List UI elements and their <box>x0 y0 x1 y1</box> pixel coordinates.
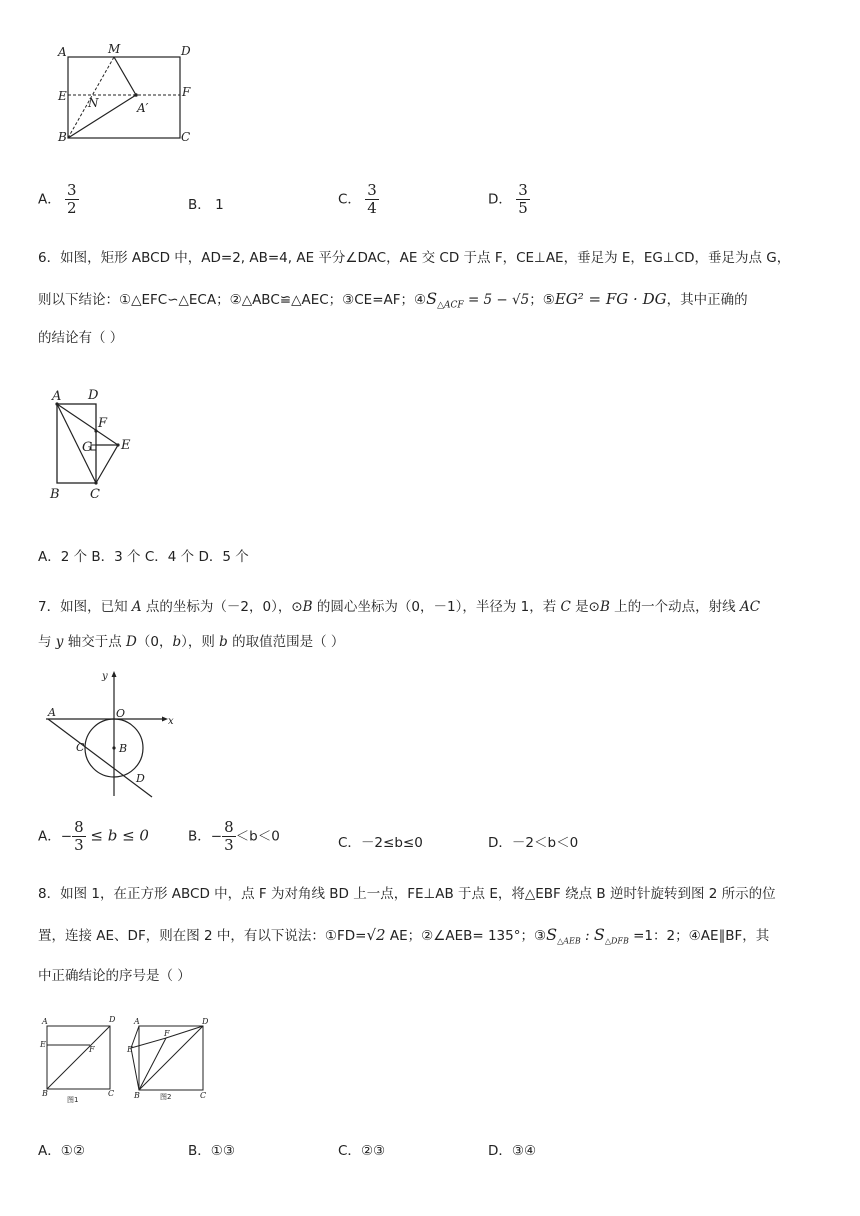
q8-figure-2 <box>128 1012 218 1104</box>
q5-label-M: M <box>108 42 121 56</box>
q8-text: 置，连接 AE、DF，则在图 2 中，有以下说法：①FD= <box>38 928 367 944</box>
q6-label-D: D <box>88 388 99 403</box>
q6-label-F: F <box>98 416 108 431</box>
q8-option-a <box>38 1139 85 1159</box>
q8-fig2-label-B: B <box>134 1091 140 1100</box>
option-letter: D． <box>488 191 512 208</box>
q8-fig2-label-A: A <box>134 1017 140 1026</box>
option-letter: B． <box>188 197 211 213</box>
q5-option-c <box>338 182 379 217</box>
q7-text: 7．如图，已知 <box>38 599 132 615</box>
q5-label-D: D <box>181 44 191 58</box>
q6-label-E: E <box>121 438 131 453</box>
q8-fig1-label-B: B <box>42 1089 48 1098</box>
q8-fig2-label-C: C <box>200 1091 207 1100</box>
q5-label-A-prime: A′ <box>137 101 149 115</box>
q6-text: ；⑤ <box>529 292 555 308</box>
fraction <box>72 819 86 854</box>
option-letter: C． <box>338 1143 361 1159</box>
q7-var: D <box>126 634 137 650</box>
q7-label-A: A <box>48 706 56 719</box>
q7-label-O: O <box>116 707 126 720</box>
q8-fig2-label-F: F <box>164 1029 170 1038</box>
option-text: ①③ <box>210 1143 235 1159</box>
q6-label-G: G <box>82 440 93 455</box>
q8-fig1-label-C: C <box>108 1089 115 1098</box>
option-text: ③④ <box>511 1143 537 1159</box>
option-text: ②③ <box>360 1143 386 1159</box>
minus-sign: − <box>60 828 73 845</box>
option-letter: D． <box>488 835 512 851</box>
q7-text: 轴交于点 <box>63 634 127 650</box>
q7-var: B <box>599 599 610 615</box>
q7-label-C: C <box>76 741 85 754</box>
q7-text: 是⊙ <box>570 599 600 615</box>
q5-label-F: F <box>182 85 191 99</box>
denominator: 2 <box>67 199 77 217</box>
q8-line-1: 8．如图 1，在正方形 ABCD 中，点 F 为对角线 BD 上一点，FE⊥AB 于点 E，将△EBF 绕点 B 逆时针旋转到图 2 所示的位 <box>38 886 776 902</box>
denominator: 4 <box>367 199 377 217</box>
option-text: ≤ b ≤ 0 <box>85 826 149 845</box>
option-text: －2≤b≤0 <box>360 835 423 851</box>
area-value: = 5 − √5 <box>463 292 530 308</box>
numerator: 8 <box>224 818 234 836</box>
ratio-colon: : <box>580 928 594 944</box>
q8-fig2-label-D: D <box>202 1017 209 1026</box>
q6-figure <box>40 383 150 503</box>
q8-option-b <box>188 1139 235 1159</box>
area-symbol: S <box>546 925 558 944</box>
q8-fig1-label-A: A <box>42 1017 48 1026</box>
q8-figure-1 <box>38 1012 118 1104</box>
fraction <box>365 182 379 217</box>
q8-line-2 <box>38 924 769 946</box>
q7-var: b <box>219 634 228 650</box>
q8-fig1-caption: 图1 <box>67 1096 79 1104</box>
q5-option-d <box>488 182 530 217</box>
q8-option-c <box>338 1139 385 1159</box>
q5-option-a <box>38 182 79 217</box>
q7-text: 点的坐标为（－2，0），⊙ <box>141 599 303 615</box>
q7-var: b <box>172 634 182 650</box>
option-letter: D． <box>488 1143 512 1159</box>
fraction <box>65 182 79 217</box>
q8-fig1-label-E: E <box>40 1040 46 1049</box>
q8-fig1-label-D: D <box>109 1015 116 1024</box>
area-subscript: △ACF <box>437 300 464 311</box>
numerator: 8 <box>74 818 84 836</box>
sqrt-two: √2 <box>366 926 386 944</box>
option-letter: B． <box>188 1143 211 1159</box>
q5-figure <box>50 40 210 150</box>
option-letter: A． <box>38 828 61 845</box>
q7-label-x: x <box>168 716 174 727</box>
option-text: 1 <box>215 197 224 213</box>
q7-text: ），则 <box>181 634 220 650</box>
q8-line-3: 中正确结论的序号是（ ） <box>38 968 191 984</box>
q7-label-D: D <box>136 772 145 785</box>
q7-option-d <box>488 831 578 851</box>
numerator: 3 <box>67 181 77 199</box>
denominator: 3 <box>74 836 84 854</box>
q6-label-C: C <box>90 487 100 502</box>
q5-label-A: A <box>58 45 67 59</box>
q6-text: 则以下结论：①△EFC∽△ECA；②△ABC≌△AEC；③CE=AF；④ <box>38 292 427 308</box>
q7-text: （0， <box>136 634 173 650</box>
q8-text: =1：2；④AE∥BF，其 <box>628 928 770 944</box>
q7-option-a <box>38 819 149 854</box>
minus-sign: − <box>210 828 223 845</box>
option-letter: C． <box>338 835 361 851</box>
q7-var: y <box>55 634 64 650</box>
q5-label-B: B <box>58 130 67 144</box>
q8-fig2-label-E: E <box>127 1045 133 1054</box>
fraction <box>222 819 236 854</box>
option-text: ＜b＜0 <box>235 828 280 845</box>
q7-option-b <box>188 819 280 854</box>
q7-text: 与 <box>38 634 56 650</box>
option-letter: B． <box>188 828 211 845</box>
eg-formula: EG² = FG · DG <box>554 290 667 308</box>
q7-text: 的取值范围是（ ） <box>227 634 345 650</box>
denominator: 5 <box>518 199 528 217</box>
q7-figure <box>40 668 180 803</box>
q7-var: B <box>302 599 313 615</box>
q8-fig2-caption: 图2 <box>160 1093 172 1101</box>
q7-text: 的圆心坐标为（0，－1），半径为 1，若 <box>312 599 561 615</box>
q6-line-2 <box>38 288 748 311</box>
q7-var: A <box>131 599 142 615</box>
option-text: ①② <box>60 1143 85 1159</box>
q7-line-1 <box>38 595 760 615</box>
q7-option-c <box>338 831 423 851</box>
numerator: 3 <box>367 181 377 199</box>
q7-line-2 <box>38 630 344 650</box>
q6-label-B: B <box>50 487 60 502</box>
q7-label-y: y <box>102 671 108 682</box>
area-symbol: S <box>593 925 605 944</box>
q6-label-A: A <box>52 389 62 404</box>
denominator: 3 <box>224 836 234 854</box>
option-letter: A． <box>38 191 61 208</box>
q8-option-d <box>488 1139 536 1159</box>
q5-label-N: N <box>88 96 99 110</box>
q8-text: AE；②∠AEB= 135°；③ <box>385 928 547 944</box>
option-letter: C． <box>338 191 361 208</box>
q8-fig1-label-F: F <box>89 1045 95 1054</box>
q7-var: AC <box>739 599 761 615</box>
option-text: －2＜b＜0 <box>511 835 579 851</box>
area-symbol: S <box>426 289 438 308</box>
option-letter: A． <box>38 1143 61 1159</box>
q5-option-b <box>188 193 224 213</box>
q6-line-1: 6．如图，矩形 ABCD 中，AD=2, AB=4, AE 平分∠DAC，AE 交 CD 于点 F，CE⊥AE，垂足为 E，EG⊥CD，垂足为点 G， <box>38 250 791 266</box>
fraction <box>516 182 530 217</box>
q6-options: A．2 个 B．3 个 C．4 个 D．5 个 <box>38 549 249 565</box>
q7-label-B: B <box>119 742 128 755</box>
q5-label-E: E <box>58 89 67 103</box>
q7-text: 上的一个动点，射线 <box>609 599 740 615</box>
area-subscript: △DFB <box>604 936 629 946</box>
q6-line-3: 的结论有（ ） <box>38 330 124 346</box>
numerator: 3 <box>518 181 528 199</box>
area-subscript: △AEB <box>557 936 581 946</box>
q6-text: ，其中正确的 <box>666 292 748 308</box>
q5-label-C: C <box>181 130 191 144</box>
q7-var: C <box>560 599 571 615</box>
